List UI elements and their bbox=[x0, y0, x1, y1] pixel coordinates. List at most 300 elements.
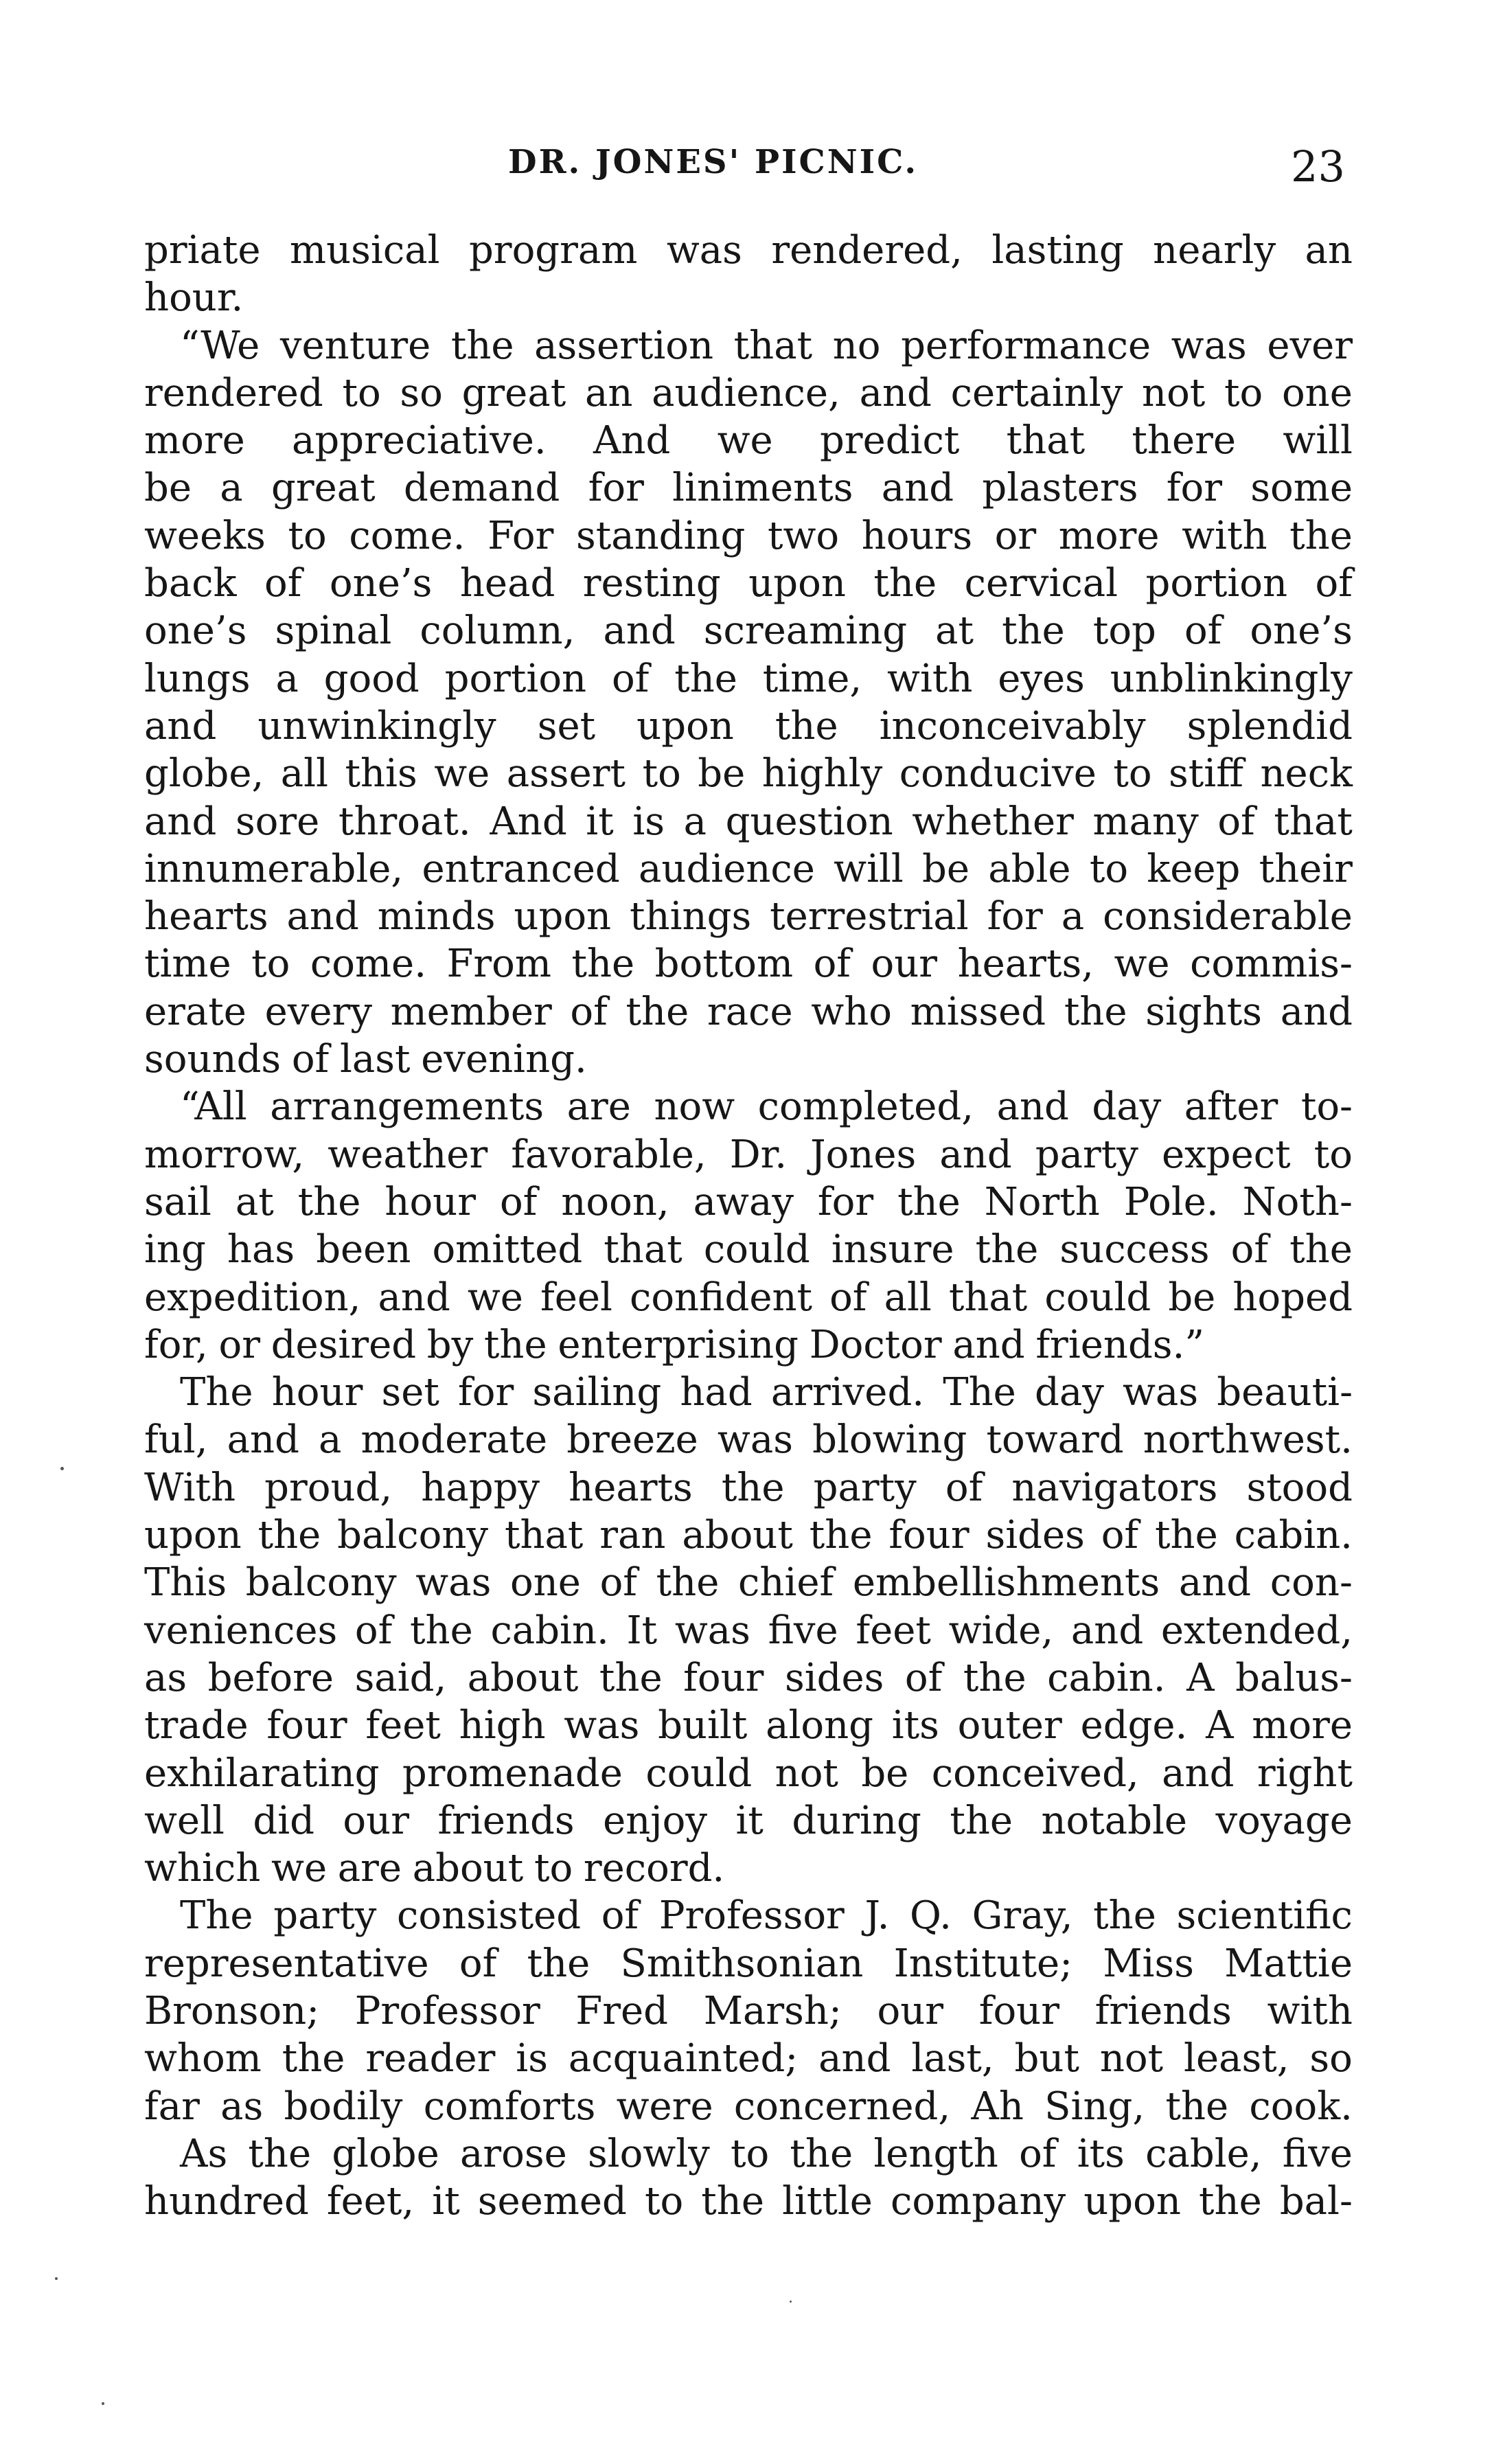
word: the bbox=[282, 2036, 345, 2081]
word: four bbox=[888, 1513, 970, 1558]
word: comforts bbox=[423, 2084, 596, 2129]
word: Miss bbox=[1103, 1941, 1194, 1986]
text-line bbox=[144, 1654, 1353, 1702]
word: one bbox=[1281, 370, 1353, 415]
word: an bbox=[584, 370, 633, 415]
word: “We bbox=[180, 323, 260, 368]
word: for bbox=[1166, 466, 1222, 511]
word: As bbox=[180, 2131, 228, 2176]
text-line bbox=[144, 655, 1353, 703]
word: arrangements bbox=[270, 1084, 544, 1130]
word: is bbox=[632, 799, 665, 844]
word: so bbox=[1309, 2036, 1353, 2081]
word: hundred bbox=[144, 2179, 309, 2224]
word: the bbox=[626, 989, 689, 1034]
word: globe, bbox=[144, 751, 264, 797]
word: the bbox=[248, 2131, 312, 2176]
word: right bbox=[1257, 1750, 1353, 1796]
text-line bbox=[144, 2130, 1353, 2178]
text-line bbox=[144, 1987, 1353, 2035]
word: slowly bbox=[587, 2131, 710, 2176]
word: of bbox=[813, 942, 851, 987]
word: J. bbox=[864, 1893, 890, 1939]
text-line bbox=[144, 1892, 1353, 1939]
text-line bbox=[144, 703, 1353, 750]
word: the bbox=[656, 1560, 720, 1606]
word: high bbox=[459, 1703, 546, 1748]
word: a bbox=[220, 466, 243, 511]
word: bodily bbox=[284, 2084, 403, 2129]
word: was bbox=[717, 1417, 793, 1463]
word: a bbox=[1061, 894, 1085, 939]
word: the bbox=[483, 1322, 547, 1367]
word: was bbox=[674, 1608, 750, 1653]
word: away bbox=[693, 1179, 794, 1224]
word: voyage bbox=[1215, 1798, 1353, 1843]
word: be bbox=[144, 466, 192, 511]
word: terrestrial bbox=[770, 894, 969, 939]
word: the bbox=[450, 323, 514, 368]
word: to bbox=[1089, 846, 1129, 891]
word: proud, bbox=[264, 1465, 393, 1510]
word: feel bbox=[540, 1275, 612, 1320]
word: that bbox=[1274, 799, 1353, 844]
word: and bbox=[227, 1417, 299, 1463]
text-line bbox=[144, 1416, 1353, 1463]
word: throat. bbox=[338, 799, 471, 844]
text-line bbox=[144, 322, 1353, 369]
word: to- bbox=[1300, 1084, 1353, 1130]
word: hearts bbox=[569, 1465, 693, 1510]
word: sore bbox=[235, 799, 320, 844]
word: stood bbox=[1246, 1465, 1353, 1510]
word: Sing, bbox=[1044, 2084, 1145, 2129]
word: sights bbox=[1145, 989, 1263, 1034]
word: bottom bbox=[654, 942, 794, 987]
word: happy bbox=[421, 1465, 540, 1510]
text-line bbox=[144, 512, 1353, 560]
word: unblinkingly bbox=[1110, 656, 1353, 701]
word: it bbox=[432, 2179, 460, 2224]
word: two bbox=[767, 513, 840, 558]
word: upon bbox=[748, 561, 846, 606]
word: consisted bbox=[397, 1893, 582, 1939]
word: the bbox=[897, 1179, 961, 1224]
word: their bbox=[1259, 846, 1353, 891]
word: “All bbox=[180, 1084, 247, 1130]
word: could bbox=[1044, 1275, 1151, 1320]
word: no bbox=[832, 323, 881, 368]
word: day bbox=[1034, 1370, 1104, 1415]
word: of bbox=[1217, 799, 1255, 844]
word: erate bbox=[144, 989, 246, 1034]
word: that bbox=[1006, 418, 1086, 464]
word: the bbox=[950, 1798, 1013, 1843]
word: expect bbox=[1162, 1132, 1291, 1177]
word: could bbox=[703, 1227, 810, 1273]
word: eyes bbox=[998, 656, 1085, 701]
word: are bbox=[566, 1084, 631, 1130]
word: four bbox=[683, 1655, 764, 1700]
word: and bbox=[603, 608, 676, 654]
word: wide, bbox=[948, 1608, 1054, 1653]
text-line bbox=[144, 464, 1353, 512]
text-line bbox=[144, 1845, 1353, 1892]
word: desired bbox=[271, 1322, 417, 1367]
word: race bbox=[707, 989, 793, 1034]
word: the bbox=[963, 1655, 1026, 1700]
word: for bbox=[458, 1370, 514, 1415]
word: The bbox=[180, 1370, 253, 1415]
word: of bbox=[611, 656, 650, 701]
word: balcony bbox=[245, 1560, 397, 1606]
word: back bbox=[144, 561, 237, 606]
word: time bbox=[144, 942, 231, 987]
text-line bbox=[144, 845, 1353, 893]
word: to bbox=[730, 2131, 770, 2176]
text-line bbox=[144, 1940, 1353, 1987]
word: it bbox=[586, 799, 614, 844]
word: notable bbox=[1041, 1798, 1188, 1843]
word: From bbox=[446, 942, 551, 987]
word: sounds bbox=[144, 1037, 282, 1082]
word: upon bbox=[636, 703, 734, 749]
word: the bbox=[1199, 2179, 1262, 2224]
text-line bbox=[144, 1083, 1353, 1130]
word: A bbox=[1186, 1655, 1215, 1700]
word: of bbox=[570, 989, 608, 1034]
word: the bbox=[1155, 1513, 1218, 1558]
word: five bbox=[768, 1608, 838, 1653]
word: the bbox=[257, 1513, 321, 1558]
word: not bbox=[1142, 370, 1206, 415]
word: during bbox=[792, 1798, 921, 1843]
word: evening. bbox=[421, 1037, 587, 1082]
speck-mark bbox=[60, 1467, 64, 1470]
word: all bbox=[280, 751, 328, 797]
word: of bbox=[904, 1655, 943, 1700]
word: chief bbox=[738, 1560, 834, 1606]
word: commis- bbox=[1190, 942, 1353, 987]
word: the bbox=[1064, 989, 1127, 1034]
text-line bbox=[144, 1178, 1353, 1226]
word: and bbox=[1280, 989, 1353, 1034]
word: cervical bbox=[964, 561, 1118, 606]
word: the bbox=[721, 1465, 785, 1510]
word: that bbox=[604, 1227, 682, 1273]
word: conducive bbox=[899, 751, 1097, 797]
word: and bbox=[286, 894, 359, 939]
word: Smithsonian bbox=[620, 1941, 864, 1986]
word: of bbox=[829, 1275, 867, 1320]
page-number: 23 bbox=[1291, 141, 1345, 192]
word: upon bbox=[1083, 2179, 1181, 2224]
word: for bbox=[817, 1179, 874, 1224]
word: ing bbox=[144, 1227, 206, 1273]
word: the bbox=[790, 2131, 853, 2176]
word: of bbox=[499, 1179, 538, 1224]
word: hour bbox=[271, 1370, 363, 1415]
word: to bbox=[533, 1846, 573, 1891]
word: minds bbox=[377, 894, 496, 939]
word: was bbox=[1123, 1370, 1199, 1415]
word: the bbox=[701, 2179, 764, 2224]
word: rendered, bbox=[771, 228, 963, 273]
word: splendid bbox=[1186, 703, 1353, 749]
text-line bbox=[144, 1274, 1353, 1321]
word: it bbox=[735, 1798, 764, 1843]
word: trade bbox=[144, 1703, 249, 1748]
text-line bbox=[144, 1131, 1353, 1178]
word: a bbox=[683, 799, 707, 844]
word: party bbox=[1035, 1132, 1138, 1177]
word: this bbox=[345, 751, 417, 797]
word: member bbox=[390, 989, 552, 1034]
word: set bbox=[381, 1370, 439, 1415]
word: more bbox=[1252, 1703, 1353, 1748]
word: the bbox=[1165, 2084, 1229, 2129]
word: were bbox=[616, 2084, 713, 2129]
word: friends.” bbox=[1035, 1322, 1204, 1367]
body-text bbox=[144, 227, 1353, 2225]
word: be bbox=[1168, 1275, 1216, 1320]
word: friends bbox=[1094, 1988, 1232, 2033]
word: at bbox=[935, 608, 974, 654]
text-line bbox=[144, 893, 1353, 940]
word: come. bbox=[310, 942, 426, 987]
word: hour. bbox=[144, 275, 244, 321]
word: the bbox=[410, 1608, 473, 1653]
word: feet, bbox=[326, 2179, 415, 2224]
word: for bbox=[588, 466, 644, 511]
text-line bbox=[144, 560, 1353, 607]
text-line bbox=[144, 2083, 1353, 2130]
word: about bbox=[682, 1513, 793, 1558]
word: and bbox=[818, 2036, 891, 2081]
speck-mark bbox=[790, 2301, 792, 2303]
word: resting bbox=[582, 561, 721, 606]
text-line bbox=[144, 1702, 1353, 1749]
word: or bbox=[218, 1322, 261, 1367]
word: of bbox=[354, 1608, 393, 1653]
word: and bbox=[952, 1322, 1025, 1367]
word: of bbox=[1019, 2131, 1057, 2176]
word: but bbox=[1014, 2036, 1079, 2081]
word: which bbox=[144, 1846, 261, 1891]
word: we bbox=[467, 1275, 523, 1320]
word: and bbox=[144, 703, 217, 749]
word: was bbox=[564, 1703, 640, 1748]
word: four bbox=[978, 1988, 1060, 2033]
word: neck bbox=[1260, 751, 1353, 797]
word: now bbox=[654, 1084, 735, 1130]
word: This bbox=[144, 1560, 227, 1606]
word: conceived, bbox=[931, 1750, 1139, 1796]
word: inconceivably bbox=[879, 703, 1146, 749]
word: enjoy bbox=[603, 1798, 708, 1843]
word: a bbox=[319, 1417, 342, 1463]
word: and bbox=[1162, 1750, 1235, 1796]
word: cabin. bbox=[490, 1608, 609, 1653]
word: top bbox=[1092, 608, 1156, 654]
word: Doctor bbox=[809, 1322, 942, 1367]
word: column, bbox=[420, 608, 575, 654]
word: of bbox=[601, 1893, 639, 1939]
text-line bbox=[144, 988, 1353, 1036]
word: come. bbox=[349, 513, 466, 558]
word: liniments bbox=[672, 466, 853, 511]
word: and bbox=[1178, 1560, 1252, 1606]
word: balus- bbox=[1235, 1655, 1353, 1700]
word: least, bbox=[1184, 2036, 1289, 2081]
word: friends bbox=[437, 1798, 575, 1843]
word: could bbox=[645, 1750, 753, 1796]
word: musical bbox=[290, 228, 440, 273]
word: more bbox=[1058, 513, 1160, 558]
word: Jones bbox=[810, 1132, 917, 1177]
word: by bbox=[426, 1322, 474, 1367]
text-line bbox=[144, 1607, 1353, 1654]
word: venture bbox=[279, 323, 431, 368]
word: beauti- bbox=[1217, 1370, 1353, 1415]
word: some bbox=[1250, 466, 1353, 511]
word: assertion bbox=[534, 323, 714, 368]
word: cable, bbox=[1145, 2131, 1262, 2176]
word: set bbox=[537, 703, 596, 749]
word: one bbox=[510, 1560, 581, 1606]
text-line bbox=[144, 607, 1353, 654]
word: performance bbox=[901, 323, 1151, 368]
word: or bbox=[994, 513, 1037, 558]
word: ran bbox=[599, 1513, 666, 1558]
word: portion bbox=[444, 656, 587, 701]
word: Q. bbox=[910, 1893, 952, 1939]
word: globe bbox=[332, 2131, 439, 2176]
word: screaming bbox=[703, 608, 908, 654]
word: so bbox=[400, 370, 443, 415]
word: to bbox=[1313, 1132, 1353, 1177]
word: that bbox=[948, 1275, 1028, 1320]
word: at bbox=[235, 1179, 274, 1224]
word: the bbox=[1093, 1893, 1156, 1939]
word: be bbox=[861, 1750, 909, 1796]
word: concerned, bbox=[733, 2084, 951, 2129]
word: little bbox=[782, 2179, 873, 2224]
word: A bbox=[1206, 1703, 1234, 1748]
word: able bbox=[988, 846, 1071, 891]
word: has bbox=[227, 1227, 295, 1273]
word: to bbox=[288, 513, 327, 558]
word: there bbox=[1132, 418, 1236, 464]
word: the bbox=[571, 942, 635, 987]
word: upon bbox=[514, 894, 612, 939]
word: northwest. bbox=[1143, 1417, 1353, 1463]
word: the bbox=[1002, 608, 1065, 654]
word: enterprising bbox=[558, 1322, 799, 1367]
word: be bbox=[698, 751, 746, 797]
word: expedition, bbox=[144, 1275, 361, 1320]
word: the bbox=[1289, 513, 1353, 558]
word: and bbox=[939, 1132, 1012, 1177]
text-line bbox=[144, 1797, 1353, 1845]
word: are bbox=[337, 1846, 402, 1891]
text-line bbox=[144, 1559, 1353, 1606]
text-line bbox=[144, 1226, 1353, 1273]
word: great bbox=[271, 466, 376, 511]
word: acquainted; bbox=[568, 2036, 799, 2081]
word: things bbox=[630, 894, 752, 939]
text-line bbox=[144, 750, 1353, 797]
word: did bbox=[253, 1798, 314, 1843]
word: and bbox=[881, 466, 954, 511]
word: hearts, bbox=[957, 942, 1094, 987]
word: arrived. bbox=[770, 1370, 925, 1415]
word: cabin. bbox=[1047, 1655, 1166, 1700]
word: as bbox=[144, 1655, 187, 1700]
word: its bbox=[891, 1703, 939, 1748]
word: of bbox=[599, 1560, 638, 1606]
word: day bbox=[1092, 1084, 1162, 1130]
word: with bbox=[1267, 1988, 1353, 2033]
word: missed bbox=[910, 989, 1046, 1034]
word: hearts bbox=[144, 894, 268, 939]
word: every bbox=[264, 989, 372, 1034]
word: sail bbox=[144, 1179, 211, 1224]
word: whether bbox=[912, 799, 1074, 844]
word: arose bbox=[459, 2131, 567, 2176]
word: bal- bbox=[1279, 2179, 1353, 2224]
word: predict bbox=[819, 418, 960, 464]
word: embellishments bbox=[852, 1560, 1160, 1606]
text-line bbox=[144, 274, 1353, 321]
word: Fred bbox=[575, 1988, 669, 2033]
word: of bbox=[1184, 608, 1222, 654]
word: moderate bbox=[360, 1417, 548, 1463]
text-line bbox=[144, 1464, 1353, 1512]
word: head bbox=[459, 561, 555, 606]
word: the bbox=[297, 1179, 361, 1224]
word: toward bbox=[986, 1417, 1124, 1463]
word: had bbox=[680, 1370, 753, 1415]
word: ever bbox=[1267, 323, 1353, 368]
word: Dr. bbox=[729, 1132, 788, 1177]
word: not bbox=[1099, 2036, 1164, 2081]
word: who bbox=[811, 989, 892, 1034]
word: about bbox=[412, 1846, 524, 1891]
word: party bbox=[813, 1465, 917, 1510]
word: outer bbox=[957, 1703, 1062, 1748]
word: great bbox=[461, 370, 566, 415]
word: navigators bbox=[1011, 1465, 1218, 1510]
word: with bbox=[887, 656, 973, 701]
word: to bbox=[1224, 370, 1263, 415]
word: standing bbox=[575, 513, 746, 558]
word: the bbox=[775, 703, 838, 749]
word: good bbox=[323, 656, 420, 701]
word: and bbox=[1070, 1608, 1144, 1653]
word: well bbox=[144, 1798, 225, 1843]
text-line bbox=[144, 1369, 1353, 1416]
word: as bbox=[220, 2084, 264, 2129]
word: entranced bbox=[422, 846, 620, 891]
text-line bbox=[144, 417, 1353, 464]
word: many bbox=[1092, 799, 1199, 844]
word: four bbox=[266, 1703, 347, 1748]
word: one’s bbox=[329, 561, 433, 606]
word: and bbox=[859, 370, 932, 415]
text-line bbox=[144, 227, 1353, 274]
word: ful, bbox=[144, 1417, 208, 1463]
